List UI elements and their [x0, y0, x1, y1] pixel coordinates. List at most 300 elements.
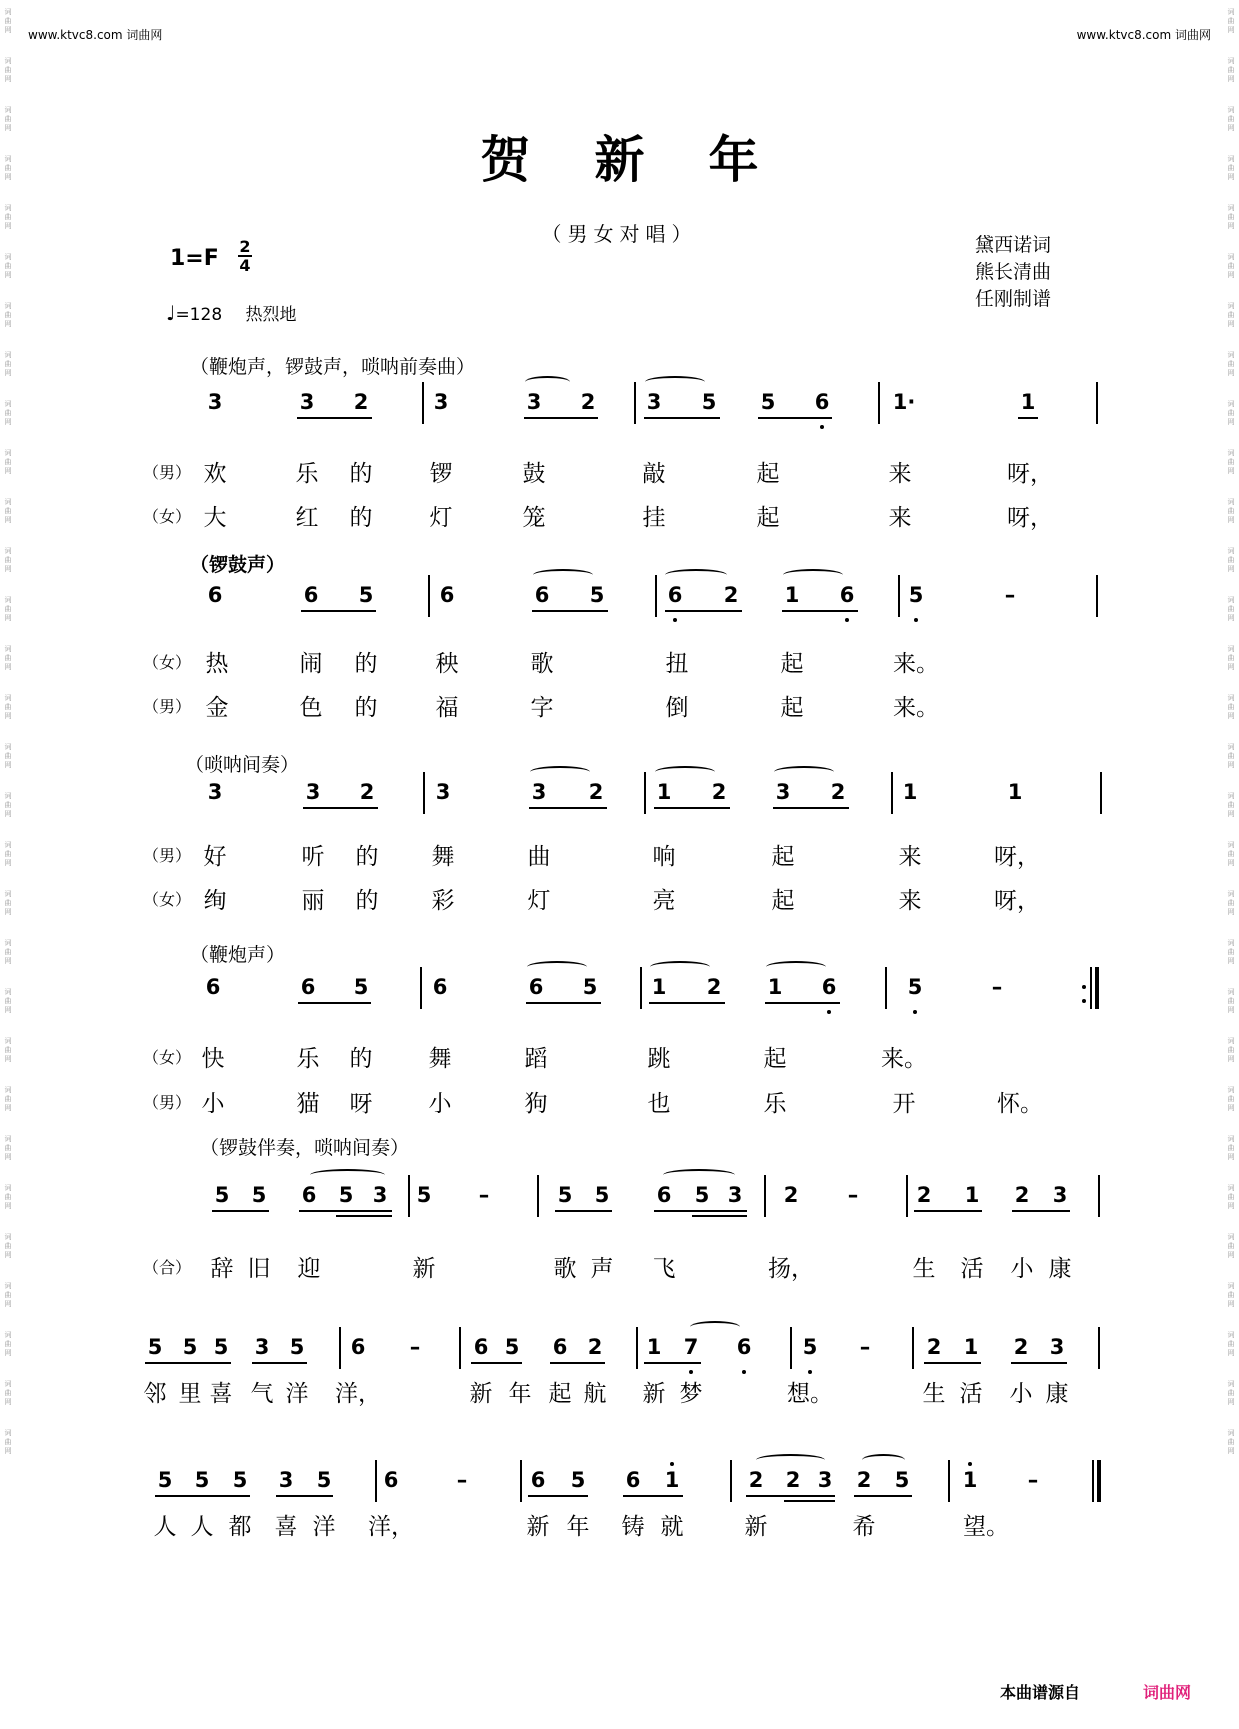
watermark-char: 网	[4, 957, 12, 965]
watermark-char: 词	[1227, 939, 1235, 947]
lyric-char: 色	[299, 695, 323, 721]
watermark-block	[0, 302, 16, 329]
watermark-char: 曲	[4, 1340, 12, 1348]
watermark-char: 曲	[4, 66, 12, 74]
watermark-char: 网	[1227, 565, 1235, 573]
watermark-char: 曲	[4, 409, 12, 417]
underline-beam	[303, 807, 378, 809]
watermark-char: 曲	[4, 605, 12, 613]
barline	[655, 575, 657, 617]
tie-arc	[690, 1321, 740, 1333]
watermark-char: 网	[1227, 369, 1235, 377]
lyric-role-label: （合）	[143, 1258, 192, 1277]
watermark-char: 词	[4, 351, 12, 359]
lyric-char: 康	[1048, 1256, 1072, 1282]
watermark-char: 词	[4, 1282, 12, 1290]
time-signature-bottom: 4	[239, 256, 251, 275]
watermark-char: 曲	[4, 899, 12, 907]
watermark-char: 网	[4, 124, 12, 132]
underline-beam	[758, 417, 832, 419]
note: 5	[316, 1468, 332, 1492]
lyric-char: 舞	[428, 1046, 452, 1072]
watermark-char: 曲	[4, 115, 12, 123]
note: 6	[814, 390, 830, 414]
lyric-char: 响	[652, 844, 676, 870]
underline-beam	[1011, 1362, 1067, 1364]
lyric-char: 敲	[642, 461, 666, 487]
watermark-char: 曲	[1227, 997, 1235, 1005]
watermark-char: 曲	[1227, 654, 1235, 662]
watermark-char: 网	[1227, 75, 1235, 83]
lyric-char: 生	[922, 1381, 946, 1407]
watermark-char: 网	[4, 271, 12, 279]
barline	[428, 575, 430, 617]
watermark-char: 曲	[1227, 1046, 1235, 1054]
note: 3	[1052, 1183, 1068, 1207]
watermark-char: 网	[4, 1202, 12, 1210]
watermark-block	[0, 694, 16, 721]
watermark-char: 网	[1227, 320, 1235, 328]
watermark-char: 网	[4, 663, 12, 671]
note: 5	[353, 975, 369, 999]
watermark-char: 词	[4, 694, 12, 702]
watermark-char: 词	[4, 1331, 12, 1339]
underline-beam	[550, 1362, 605, 1364]
watermark-block	[1223, 351, 1239, 378]
lyric-char: 丽	[301, 888, 325, 914]
watermark-char: 网	[4, 859, 12, 867]
lyric-char: 乐	[296, 1046, 320, 1072]
watermark-char: 网	[1227, 1398, 1235, 1406]
high-octave-dot	[968, 1462, 972, 1466]
underline-beam	[773, 807, 849, 809]
watermark-char: 词	[4, 1429, 12, 1437]
watermark-char: 曲	[1227, 458, 1235, 466]
header-right-site[interactable]: www.ktvc8.com 词曲网	[1076, 28, 1211, 42]
watermark-block	[1223, 596, 1239, 623]
lyric-char: 灯	[429, 505, 453, 531]
lyric-char: 乐	[295, 461, 319, 487]
key-signature: 1=F	[170, 246, 219, 271]
underline-beam	[555, 1210, 612, 1212]
lyric-char: 的	[355, 888, 379, 914]
watermark-char: 词	[1227, 596, 1235, 604]
watermark-char: 词	[1227, 204, 1235, 212]
note: 6	[439, 583, 455, 607]
watermark-block	[1223, 1086, 1239, 1113]
watermark-char: 词	[1227, 1086, 1235, 1094]
watermark-block	[0, 1380, 16, 1407]
watermark-char: 网	[4, 1104, 12, 1112]
watermark-block	[1223, 1184, 1239, 1211]
underline-beam	[644, 1362, 701, 1364]
barline	[375, 1460, 377, 1502]
watermark-char: 词	[4, 890, 12, 898]
watermark-char: 词	[1227, 547, 1235, 555]
watermark-char: 词	[1227, 694, 1235, 702]
watermark-block	[0, 841, 16, 868]
note: 5	[907, 975, 923, 999]
underline-beam	[298, 1002, 371, 1004]
note: 6	[667, 583, 683, 607]
watermark-char: 网	[4, 1055, 12, 1063]
watermark-char: 网	[4, 565, 12, 573]
note: 3	[646, 390, 662, 414]
note: 6	[625, 1468, 641, 1492]
watermark-char: 曲	[4, 997, 12, 1005]
lyric-char: 金	[205, 695, 229, 721]
watermark-char: 词	[1227, 302, 1235, 310]
note: 5	[232, 1468, 248, 1492]
note: 6	[534, 583, 550, 607]
tie-arc	[525, 376, 570, 388]
watermark-char: 曲	[1227, 1291, 1235, 1299]
watermark-char: 网	[4, 908, 12, 916]
watermark-char: 网	[4, 761, 12, 769]
lyric-char: 灯	[527, 888, 551, 914]
note: 5	[194, 1468, 210, 1492]
note: 2	[580, 390, 596, 414]
note: 2	[359, 780, 375, 804]
lyric-char: 新	[744, 1514, 768, 1540]
low-octave-dot	[827, 1010, 831, 1014]
repeat-barline	[1090, 967, 1092, 1009]
note: 1	[964, 1183, 980, 1207]
watermark-char: 词	[4, 1086, 12, 1094]
note: 3	[433, 390, 449, 414]
lyric-char: 来	[898, 844, 922, 870]
tie-arc	[527, 961, 587, 973]
lyric-char: 来	[898, 888, 922, 914]
lyric-char: 飞	[652, 1256, 676, 1282]
watermark-char: 词	[1227, 253, 1235, 261]
barline	[339, 1327, 341, 1369]
note: 3	[435, 780, 451, 804]
watermark-char: 词	[1227, 743, 1235, 751]
watermark-char: 网	[1227, 859, 1235, 867]
watermark-char: 词	[1227, 1380, 1235, 1388]
header-left-site[interactable]: www.ktvc8.com 词曲网	[28, 28, 163, 42]
watermark-block	[1223, 1331, 1239, 1358]
low-octave-dot	[845, 618, 849, 622]
lyric-char: 年	[508, 1381, 532, 1407]
note: –	[456, 1468, 468, 1492]
lyric-char: 洋，	[368, 1514, 414, 1540]
lyric-char: 喜	[274, 1514, 298, 1540]
tie-arc	[774, 766, 834, 778]
barline	[891, 772, 893, 814]
watermark-char: 词	[1227, 155, 1235, 163]
lyric-char: 大	[203, 505, 227, 531]
note: 5	[504, 1335, 520, 1359]
lyric-char: 辞	[210, 1256, 234, 1282]
note: 5	[338, 1183, 354, 1207]
annotation-firecracker: （鞭炮声）	[190, 944, 286, 966]
watermark-char: 词	[1227, 351, 1235, 359]
watermark-block	[0, 1331, 16, 1358]
lyric-char: 人	[153, 1514, 177, 1540]
watermark-block	[0, 547, 16, 574]
watermark-char: 网	[1227, 1202, 1235, 1210]
footer-source-label: 本曲谱源自	[1000, 1683, 1081, 1702]
watermark-block	[0, 1135, 16, 1162]
repeat-dot	[1082, 985, 1086, 989]
watermark-char: 词	[1227, 792, 1235, 800]
watermark-char: 词	[1227, 106, 1235, 114]
lyric-char: 小	[201, 1091, 225, 1117]
barline	[885, 967, 887, 1009]
lyric-role-label: （女）	[143, 507, 192, 526]
note: 3	[299, 390, 315, 414]
underline-beam	[654, 807, 730, 809]
watermark-char: 曲	[1227, 17, 1235, 25]
lyric-char: 就	[660, 1514, 684, 1540]
lyric-char: 闹	[299, 651, 323, 677]
watermark-char: 词	[4, 841, 12, 849]
lyric-char: 的	[355, 844, 379, 870]
lyric-char: 梦	[679, 1381, 703, 1407]
barline	[1100, 772, 1102, 814]
underline-beam	[526, 1002, 601, 1004]
lyric-char: 狗	[524, 1091, 548, 1117]
watermark-char: 网	[4, 1349, 12, 1357]
note: 2	[353, 390, 369, 414]
lyric-char: 鼓	[522, 461, 546, 487]
watermark-char: 词	[4, 939, 12, 947]
lyric-char: 望。	[963, 1514, 1009, 1540]
watermark-char: 词	[1227, 1184, 1235, 1192]
note: 5	[908, 583, 924, 607]
low-octave-dot	[689, 1370, 693, 1374]
right-watermark-strip	[1223, 0, 1239, 1729]
watermark-char: 网	[1227, 173, 1235, 181]
barline	[790, 1327, 792, 1369]
credit-arranger: 任刚制谱	[975, 288, 1052, 310]
watermark-char: 网	[1227, 957, 1235, 965]
watermark-char: 曲	[4, 507, 12, 515]
footer-brand-link[interactable]: 词曲网	[1143, 1683, 1192, 1702]
watermark-char: 网	[4, 810, 12, 818]
time-signature-top: 2	[239, 237, 251, 256]
watermark-block	[1223, 253, 1239, 280]
note: 5	[894, 1468, 910, 1492]
watermark-char: 曲	[1227, 1242, 1235, 1250]
watermark-char: 词	[4, 645, 12, 653]
underline-beam	[665, 610, 742, 612]
lyric-char: 的	[349, 461, 373, 487]
lyric-char: 的	[354, 695, 378, 721]
note: 1	[963, 1335, 979, 1359]
watermark-char: 词	[4, 8, 12, 16]
lyric-char: 希	[852, 1514, 876, 1540]
watermark-char: 词	[1227, 890, 1235, 898]
low-octave-dot	[914, 618, 918, 622]
watermark-block	[0, 449, 16, 476]
watermark-char: 曲	[1227, 1193, 1235, 1201]
watermark-char: 词	[4, 106, 12, 114]
watermark-block	[0, 400, 16, 427]
watermark-char: 词	[4, 596, 12, 604]
lyric-char: 来	[888, 461, 912, 487]
watermark-char: 网	[1227, 1153, 1235, 1161]
watermark-char: 词	[4, 302, 12, 310]
lyric-char: 歌	[530, 651, 554, 677]
note: 3	[727, 1183, 743, 1207]
underline-beam	[1012, 1210, 1070, 1212]
note: 2	[783, 1183, 799, 1207]
watermark-char: 词	[1227, 841, 1235, 849]
note: 5	[358, 583, 374, 607]
note: 6	[205, 975, 221, 999]
note: 3	[305, 780, 321, 804]
tie-arc	[756, 1454, 825, 1466]
watermark-block	[1223, 792, 1239, 819]
note: 5	[589, 583, 605, 607]
lyric-char: 洋	[312, 1514, 336, 1540]
underline-beam	[192, 1495, 250, 1497]
watermark-char: 词	[4, 449, 12, 457]
watermark-char: 网	[4, 1006, 12, 1014]
note: 6	[383, 1468, 399, 1492]
lyric-char: 气	[250, 1381, 274, 1407]
tie-arc	[310, 1169, 385, 1181]
time-signature	[238, 238, 252, 274]
lyric-char: 听	[301, 844, 325, 870]
lyric-char: 好	[203, 844, 227, 870]
note: 2	[706, 975, 722, 999]
note: –	[991, 975, 1003, 999]
lyric-char: 呀，	[994, 844, 1040, 870]
lyric-char: 呀，	[1007, 461, 1053, 487]
lyric-char: 福	[435, 695, 459, 721]
watermark-block	[1223, 841, 1239, 868]
tie-arc	[862, 1454, 905, 1466]
lyric-char: 呀，	[994, 888, 1040, 914]
note: 3	[817, 1468, 833, 1492]
watermark-char: 网	[1227, 418, 1235, 426]
lyric-char: 康	[1045, 1381, 1069, 1407]
lyric-char: 起	[771, 888, 795, 914]
lyric-char: 小	[428, 1091, 452, 1117]
watermark-block	[0, 1086, 16, 1113]
watermark-char: 曲	[1227, 703, 1235, 711]
watermark-char: 曲	[4, 948, 12, 956]
watermark-char: 曲	[1227, 1340, 1235, 1348]
watermark-char: 曲	[1227, 801, 1235, 809]
watermark-block	[1223, 988, 1239, 1015]
watermark-block	[1223, 743, 1239, 770]
note: 2	[723, 583, 739, 607]
lyric-char: 起	[780, 651, 804, 677]
watermark-char: 曲	[4, 262, 12, 270]
watermark-char: 网	[4, 369, 12, 377]
tie-arc	[783, 569, 843, 581]
lyric-char: 新	[526, 1514, 550, 1540]
watermark-char: 网	[1227, 26, 1235, 34]
lyric-char: 跳	[647, 1046, 671, 1072]
low-octave-dot	[673, 618, 677, 622]
watermark-block	[1223, 8, 1239, 35]
watermark-char: 曲	[1227, 115, 1235, 123]
watermark-char: 网	[4, 1153, 12, 1161]
lyric-char: 小	[1010, 1256, 1034, 1282]
watermark-char: 词	[4, 1037, 12, 1045]
note: 2	[587, 1335, 603, 1359]
watermark-char: 词	[4, 400, 12, 408]
note: 2	[711, 780, 727, 804]
tie-arc	[530, 766, 590, 778]
song-title: 贺新年	[480, 130, 823, 189]
note: 2	[748, 1468, 764, 1492]
note: 3	[207, 390, 223, 414]
watermark-char: 词	[1227, 400, 1235, 408]
watermark-char: 曲	[1227, 899, 1235, 907]
watermark-char: 词	[1227, 8, 1235, 16]
watermark-char: 词	[4, 792, 12, 800]
lyric-char: 生	[912, 1256, 936, 1282]
note: 2	[1014, 1183, 1030, 1207]
note: 5	[557, 1183, 573, 1207]
lyric-char: 挂	[642, 505, 666, 531]
watermark-block	[0, 645, 16, 672]
lyric-char: 歌	[553, 1256, 577, 1282]
underline-beam	[1018, 417, 1038, 419]
tie-arc	[645, 376, 705, 388]
underline-beam	[336, 1215, 392, 1217]
watermark-block	[0, 890, 16, 917]
watermark-block	[0, 743, 16, 770]
lyric-char: 快	[201, 1046, 225, 1072]
lyric-char: 笼	[522, 505, 546, 531]
watermark-char: 曲	[1227, 1095, 1235, 1103]
lyric-char: 起	[548, 1381, 572, 1407]
watermark-block	[0, 1233, 16, 1260]
watermark-char: 曲	[4, 1193, 12, 1201]
watermark-block	[1223, 694, 1239, 721]
note: 5	[147, 1335, 163, 1359]
note: 6	[350, 1335, 366, 1359]
note: 3	[531, 780, 547, 804]
annotation-gong: （锣鼓声）	[190, 554, 286, 576]
watermark-char: 词	[4, 155, 12, 163]
note: 6	[207, 583, 223, 607]
barline	[948, 1460, 950, 1502]
note: 3	[254, 1335, 270, 1359]
low-octave-dot	[742, 1370, 746, 1374]
lyric-role-label: （女）	[143, 890, 192, 909]
watermark-char: 词	[1227, 1429, 1235, 1437]
watermark-char: 词	[1227, 988, 1235, 996]
lyric-char: 邻	[143, 1381, 167, 1407]
note: 1	[1007, 780, 1023, 804]
lyric-char: 起	[763, 1046, 787, 1072]
barline	[634, 382, 636, 424]
note: 6	[303, 583, 319, 607]
watermark-block	[0, 1429, 16, 1456]
watermark-char: 词	[1227, 449, 1235, 457]
note: 1	[646, 1335, 662, 1359]
underline-beam	[649, 1002, 725, 1004]
watermark-char: 曲	[1227, 1144, 1235, 1152]
watermark-char: 网	[1227, 908, 1235, 916]
lyric-char: 起	[771, 844, 795, 870]
watermark-char: 曲	[4, 458, 12, 466]
note: –	[1004, 583, 1016, 607]
tie-arc	[665, 569, 727, 581]
watermark-char: 词	[1227, 1233, 1235, 1241]
lyric-char: 红	[295, 505, 319, 531]
note: 6	[473, 1335, 489, 1359]
